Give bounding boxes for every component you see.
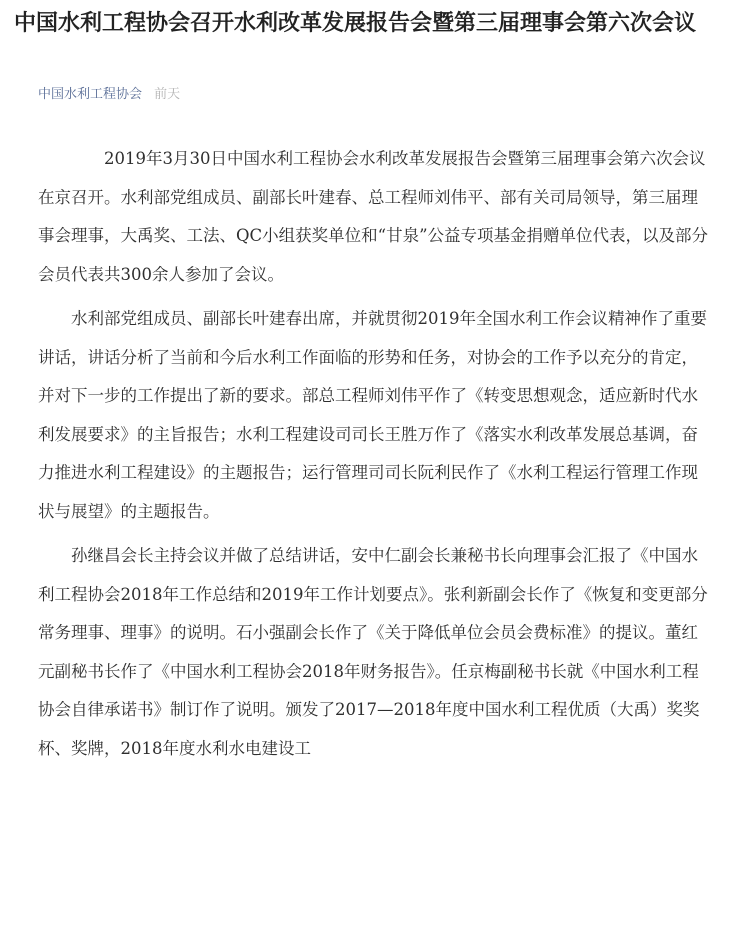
article-meta <box>38 86 180 104</box>
article-source-link[interactable]: 中国水利工程协会 <box>38 87 143 102</box>
paragraph: 2019年3月30日中国水利工程协会水利改革发展报告会暨第三届理事会第六次会议在京召开。水利部党组成员、副部长叶建春、总工程师刘伟平、部有关司局领导，第三届理事会理事，大禹奖、工法、QC小组获奖单位和“甘泉”公益专项基金捐赠单位代表，以及部分会员代表共300余人参加了会议。 <box>38 149 709 284</box>
article-title: 中国水利工程协会召开水利改革发展报告会暨第三届理事会第六次会议 <box>14 11 697 36</box>
paragraph: 水利部党组成员、副部长叶建春出席，并就贯彻2019年全国水利工作会议精神作了重要讲话，讲话分析了当前和今后水利工作面临的形势和任务，对协会的工作予以充分的肯定，并对下一步的工作提出了新的要求。部总工程师刘伟平作了《转变思想观念，适应新时代水利发展要求》的主旨报告；水利工程建设司司长王胜万作了《落实水利改革发展总基调，奋力推进水利工程建设》的主题报告；运行管理司司长阮利民作了《水利工程运行管理工作现状与展望》的主题报告。 <box>38 309 707 521</box>
article-date: 前天 <box>154 87 181 102</box>
article-body <box>38 140 710 774</box>
paragraph: 孙继昌会长主持会议并做了总结讲话，安中仁副会长兼秘书长向理事会汇报了《中国水利工程协会2018年工作总结和2019年工作计划要点》。张利新副会长作了《恢复和变更部分常务理事、理事》的说明。石小强副会长作了《关于降低单位会员会费标准》的提议。董红元副秘书长作了《中国水利工程协会2018年财务报告》。任京梅副秘书长就《中国水利工程协会自律承诺书》制订作了说明。颁发了2017—2018年度中国水利工程优质（大禹）奖奖杯、奖牌，2018年度水利水电建设工 <box>38 546 708 758</box>
